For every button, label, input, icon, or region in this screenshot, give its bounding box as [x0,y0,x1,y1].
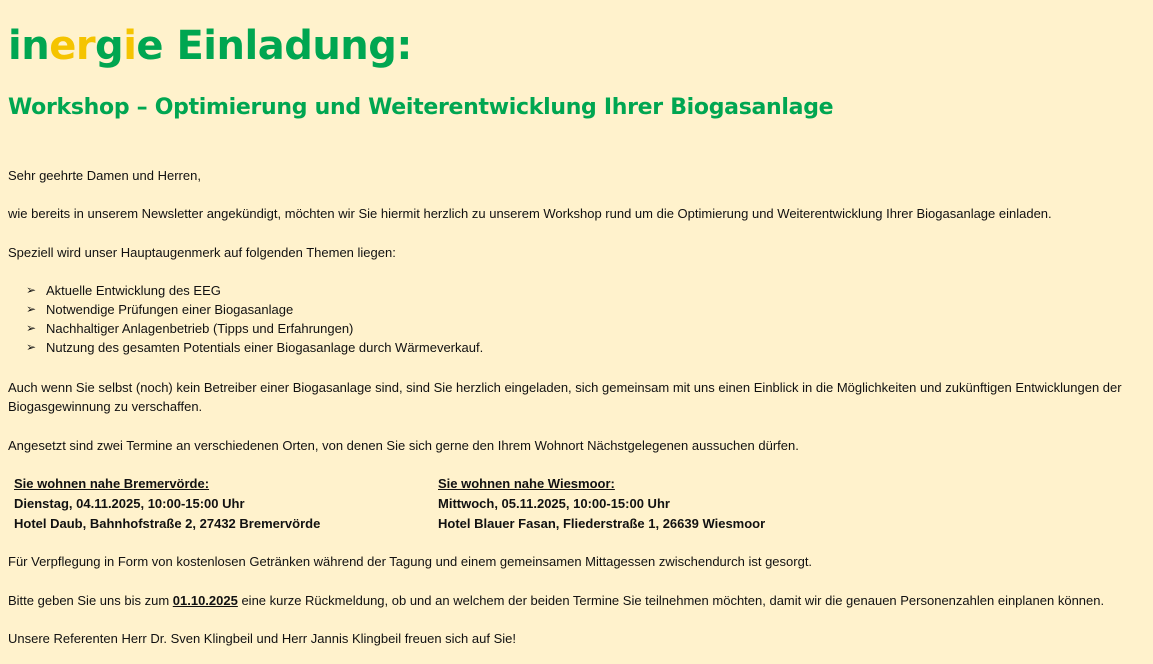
event-venue: Hotel Daub, Bahnhofstraße 2, 27432 Bremervörde [14,516,321,531]
event-heading: Sie wohnen nahe Bremervörde: [14,476,210,491]
rsvp-paragraph: Bitte geben Sie uns bis zum 01.10.2025 eine kurze Rückmeldung, ob und an welchem der beiden Termine Sie teilnehmen möchten, damit wir die genauen Personenzahlen einplanen können. [8,593,1105,608]
invitation-title [8,20,412,72]
invitation-paragraph: Auch wenn Sie selbst (noch) kein Betreiber einer Biogasanlage sind, sind Sie herzlich eingeladen, sich gemeinsam mit uns einen Einblick in die Möglichkeiten und zukünftigen Entwicklungen der Biogasgewinnung zu verschaffen. [8,380,1122,414]
workshop-subtitle: Workshop – Optimierung und Weiterentwicklung Ihrer Biogasanlage [8,95,834,120]
topic-list [26,281,483,357]
event-heading: Sie wohnen nahe Wiesmoor: [438,476,615,491]
greeting: Sehr geehrte Damen und Herren, [8,168,201,183]
arrowhead-bullet-icon: ➢ [26,321,37,335]
list-item: ➢ Nachhaltiger Anlagenbetrieb (Tipps und Erfahrungen) [26,321,354,336]
list-item: ➢ Aktuelle Entwicklung des EEG [26,283,221,298]
event-date: Dienstag, 04.11.2025, 10:00-15:00 Uhr [14,496,245,511]
title-heading: Einladung: [163,23,412,69]
dates-intro: Angesetzt sind zwei Termine an verschiedenen Orten, von denen Sie sich gerne den Ihrem Wohnort Nächstgelegenen aussuchen dürfen. [8,438,799,453]
event-date: Mittwoch, 05.11.2025, 10:00-15:00 Uhr [438,496,670,511]
rsvp-deadline: 01.10.2025 [172,593,238,608]
intro-paragraph: wie bereits in unserem Newsletter angekündigt, möchten wir Sie hiermit herzlich zu unserem Workshop rund um die Optimierung und Weiterentwicklung Ihrer Biogasanlage einladen. [8,206,1052,221]
event-wiesmoor [438,474,765,534]
catering-paragraph: Für Verpflegung in Form von kostenlosen Getränken während der Tagung und einem gemeinsamen Mittagessen zwischendurch ist gesorgt. [8,554,813,569]
closing-paragraph: Unsere Referenten Herr Dr. Sven Klingbeil und Herr Jannis Klingbeil freuen sich auf Sie! [8,631,516,646]
event-venue: Hotel Blauer Fasan, Fliederstraße 1, 26639 Wiesmoor [438,516,766,531]
list-item: ➢ Nutzung des gesamten Potentials einer Biogasanlage durch Wärmeverkauf. [26,340,484,355]
event-bremervoerde [14,474,320,534]
arrowhead-bullet-icon: ➢ [26,283,37,297]
inergie-logo: inergie [8,23,164,69]
list-item: ➢ Notwendige Prüfungen einer Biogasanlage [26,302,294,317]
arrowhead-bullet-icon: ➢ [26,302,37,316]
arrowhead-bullet-icon: ➢ [26,340,37,354]
topics-intro: Speziell wird unser Hauptaugenmerk auf folgenden Themen liegen: [8,245,396,260]
